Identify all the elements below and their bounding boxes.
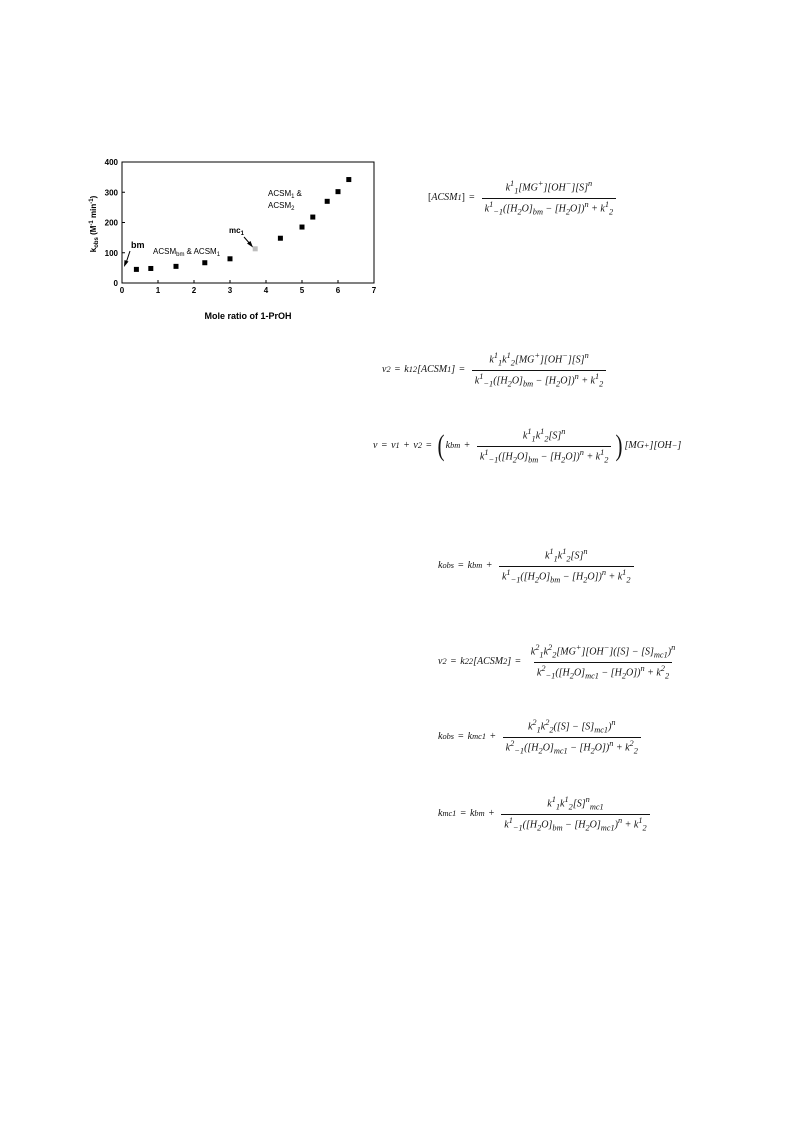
x-tick-label: 4: [263, 286, 269, 295]
x-tick-label: 5: [299, 286, 305, 295]
region1-annotation: $ACSM_{bm}$ & $ACSM_1$: [153, 247, 221, 258]
kobs-scatter-chart: [82, 150, 382, 330]
x-axis-label: Mole ratio of 1-PrOH: [204, 311, 292, 321]
data-point: [134, 267, 139, 272]
y-axis-label: $k_{obs}$ ($M^{-1}$ $\min^{-1}$): [89, 195, 100, 253]
data-point-mc1: [253, 246, 258, 251]
data-point: [228, 256, 233, 261]
equation-v2-acsm1: v 2 = k 1 2 [ACSM 1 ] = $\frac{k^1_1k^1_2[MG^+][OH^-][S]^n}{k^1_{-1}([H_2O]_{bm} - [H_2O])^n + k^1_2}$: [382, 352, 609, 388]
plot-frame: [122, 162, 374, 283]
chart-svg: [82, 150, 382, 330]
x-tick-label: 7: [371, 286, 377, 295]
data-point: [325, 199, 330, 204]
x-tick-label: 0: [119, 286, 125, 295]
x-tick-label: 2: [191, 286, 197, 295]
equation-kobs-mc1: k obs = k mc1 + $\frac{k^2_1k^2_2([S] - [S]_{mc1})^n}{k^2_{-1}([H_2O]_{mc1} - [H_2O])^n + k^2_2}$: [438, 719, 644, 755]
y-tick-label: 300: [104, 188, 118, 198]
data-point: [346, 177, 351, 182]
equation-v2-acsm2: v 2 = k 2 2 [ACSM 2 ] = $\frac{k^2_1k^2_2[MG^+][OH^-]([S] - [S]_{mc1})^n}{k^2_{-1}([H_2O]_{mc1} - [H_2O])^n + k^2_2}$: [438, 643, 676, 680]
y-tick-label: 0: [113, 279, 118, 288]
data-point: [310, 215, 315, 220]
y-tick-label: 100: [104, 248, 118, 258]
region2-annotation-line1: $ACSM_1$ &: [268, 189, 302, 200]
data-point: [148, 266, 153, 271]
y-tick-label: 400: [104, 158, 118, 167]
mc1-annotation: $mc_1$: [229, 226, 244, 237]
data-point: [278, 236, 283, 241]
x-tick-label: 3: [227, 286, 233, 295]
data-point: [174, 264, 179, 269]
y-tick-label: 200: [104, 218, 118, 228]
x-tick-label: 1: [155, 286, 161, 295]
equation-total-rate: v = v 1 + v 2 = ( k bm + $\frac{k^1_1k^1_2[S]^n}{k^1_{-1}([H_2O]_{bm} - [H_2O])^n + k^1_2}$ ) [MG + ][OH − ]: [373, 427, 682, 464]
data-point: [336, 189, 341, 194]
bm-arrowhead: [124, 260, 129, 267]
data-point: [300, 225, 305, 230]
equation-kmc1: k mc1 = k bm + $\frac{k^1_1k^1_2[S]^n_{mc1}}{k^1_{-1}([H_2O]_{bm} - [H_2O]_{mc1})^n + k^1_2}$: [438, 796, 653, 832]
x-tick-label: 6: [335, 286, 341, 295]
region2-annotation-line2: $ACSM_2$: [268, 201, 295, 212]
equation-kobs-bm: k obs = k bm + $\frac{k^1_1k^1_2[S]^n}{k^1_{-1}([H_2O]_{bm} - [H_2O])^n + k^1_2}$: [438, 548, 637, 584]
data-point: [202, 260, 207, 265]
equation-acsm1-concentration: [ ACSM 1 ] = $\frac{k^1_1[MG^+][OH^-][S]^n}{k^1_{-1}([H_2O]_{bm} - [H_2O])^n + k^1_2}$: [428, 180, 619, 216]
bm-annotation: bm: [131, 240, 145, 250]
